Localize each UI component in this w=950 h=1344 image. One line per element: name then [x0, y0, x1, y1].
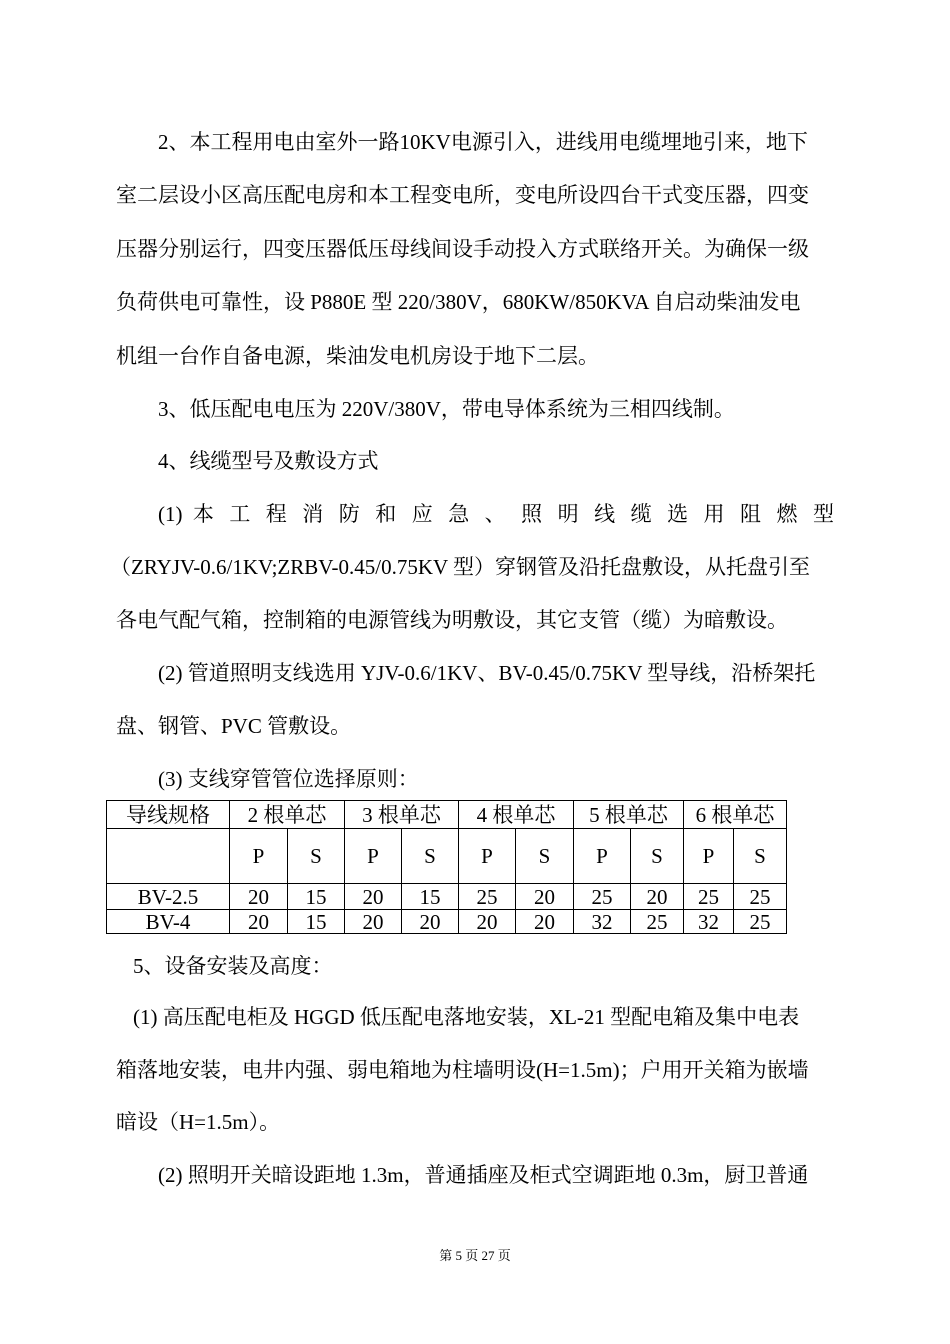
item-4-2-line-2: 盘、钢管、PVC 管敷设。 — [116, 714, 352, 738]
page-number-footer: 第 5 页 27 页 — [439, 1248, 511, 1263]
table-cell: 15 — [402, 884, 459, 910]
table-cell: 15 — [288, 910, 345, 934]
paragraph-3: 3、低压配电电压为 220V/380V，带电导体系统为三相四线制。 — [158, 397, 735, 421]
paragraph-2-line-5: 机组一台作自备电源，柴油发电机房设于地下二层。 — [116, 344, 599, 368]
item-5-1-line-3: 暗设（H=1.5m）。 — [116, 1110, 281, 1134]
paragraph-2-line-2: 室二层设小区高压配电房和本工程变电所，变电所设四台干式变压器，四变 — [116, 183, 809, 207]
table-subheader-cell: P — [345, 829, 402, 884]
row-label: BV-2.5 — [107, 884, 230, 910]
table-cell: 20 — [345, 884, 402, 910]
table-cell: 20 — [459, 910, 516, 934]
table-header-cell: 3 根单芯 — [345, 801, 459, 829]
table-subheader-cell: S — [516, 829, 574, 884]
paragraph-2-line-3: 压器分别运行，四变压器低压母线间设手动投入方式联络开关。为确保一级 — [116, 237, 809, 261]
item-5-2-line-1: (2) 照明开关暗设距地 1.3m，普通插座及柜式空调距地 0.3m，厨卫普通 — [158, 1163, 809, 1187]
item-4-3: (3) 支线穿管管位选择原则： — [158, 767, 419, 791]
item-5-1-line-1: (1) 高压配电柜及 HGGD 低压配电落地安装，XL-21 型配电箱及集中电表 — [133, 1005, 800, 1029]
table-cell-empty — [107, 829, 230, 884]
table-row — [107, 884, 787, 910]
table-cell: 32 — [684, 910, 734, 934]
table-subheader-cell: S — [288, 829, 345, 884]
table-cell: 15 — [288, 884, 345, 910]
section-4-heading: 4、线缆型号及敷设方式 — [158, 449, 379, 473]
table-cell: 20 — [230, 884, 288, 910]
item-4-1-line-1: (1) 本 工 程 消 防 和 应 急 、 照 明 线 缆 选 用 阻 燃 型 — [158, 502, 834, 526]
table-cell: 20 — [516, 884, 574, 910]
table-cell: 20 — [402, 910, 459, 934]
table-subheader-cell: P — [684, 829, 734, 884]
item-4-1-line-2: （ZRYJV-0.6/1KV;ZRBV-0.45/0.75KV 型）穿钢管及沿托盘敷设，从托盘引至 — [110, 555, 811, 579]
table-cell: 25 — [684, 884, 734, 910]
table-subheader-cell: S — [734, 829, 787, 884]
table-subheader-row — [107, 829, 787, 884]
table-cell: 20 — [345, 910, 402, 934]
item-4-1-line-3: 各电气配气箱，控制箱的电源管线为明敷设，其它支管（缆）为暗敷设。 — [116, 608, 788, 632]
paragraph-2-line-1: 2、本工程用电由室外一路10KV电源引入，进线用电缆埋地引来，地下 — [158, 130, 808, 154]
table-cell: 25 — [631, 910, 684, 934]
item-4-2-line-1: (2) 管道照明支线选用 YJV-0.6/1KV、BV-0.45/0.75KV 型导线，沿桥架托 — [158, 661, 816, 685]
section-5-heading: 5、设备安装及高度： — [133, 954, 333, 978]
table-cell: 20 — [516, 910, 574, 934]
table-cell: 32 — [574, 910, 631, 934]
table-header-cell: 6 根单芯 — [684, 801, 787, 829]
table-cell: 25 — [574, 884, 631, 910]
table-cell: 20 — [230, 910, 288, 934]
table-header-cell: 4 根单芯 — [459, 801, 574, 829]
table-subheader-cell: P — [459, 829, 516, 884]
table-cell: 25 — [734, 910, 787, 934]
table-header-row — [107, 801, 787, 829]
table-subheader-cell: P — [230, 829, 288, 884]
table-cell: 25 — [459, 884, 516, 910]
table-subheader-cell: S — [402, 829, 459, 884]
conduit-selection-table — [106, 800, 787, 934]
table-header-cell: 5 根单芯 — [574, 801, 684, 829]
table-row — [107, 910, 787, 934]
table-header-cell: 导线规格 — [107, 801, 230, 829]
table-cell: 25 — [734, 884, 787, 910]
paragraph-2-line-4: 负荷供电可靠性，设 P880E 型 220/380V，680KW/850KVA 自启动柴油发电 — [116, 290, 801, 314]
row-label: BV-4 — [107, 910, 230, 934]
table-header-cell: 2 根单芯 — [230, 801, 345, 829]
item-5-1-line-2: 箱落地安装，电井内强、弱电箱地为柱墙明设(H=1.5m)；户用开关箱为嵌墙 — [116, 1058, 809, 1082]
table-subheader-cell: S — [631, 829, 684, 884]
table-subheader-cell: P — [574, 829, 631, 884]
table-cell: 20 — [631, 884, 684, 910]
